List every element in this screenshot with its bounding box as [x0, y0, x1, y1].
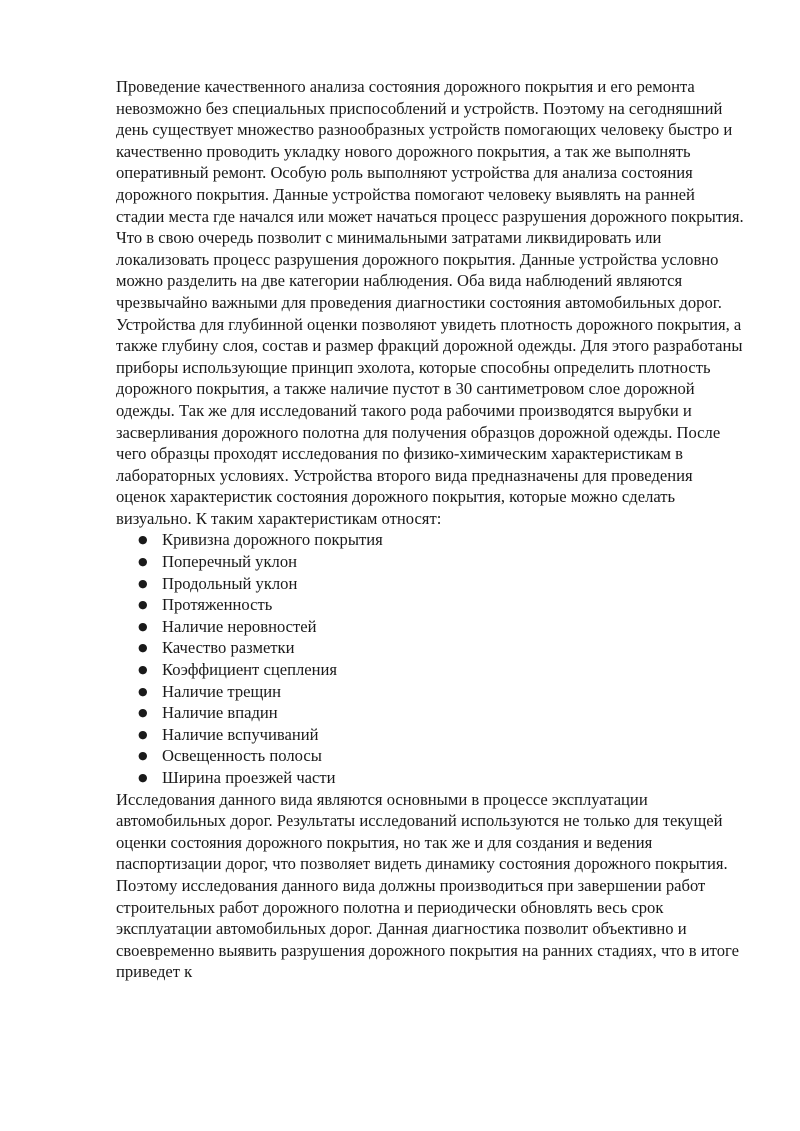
- list-item-text: Наличие неровностей: [162, 616, 317, 636]
- characteristics-list: [116, 529, 746, 788]
- paragraph-intro: Проведение качественного анализа состояния дорожного покрытия и его ремонта невозможно без специальных приспособлений и устройств. Поэтому на сегодняшний день существует множество разнообразных устройств помогающих человеку быстро и качественно проводить укладку нового дорожного покрытия, а так же выполнять оперативный ремонт. Особую роль выполняют устройства для анализа состояния дорожного покрытия. Данные устройства помогают человеку выявлять на ранней стадии места где начался или может начаться процесс разрушения дорожного покрытия. Что в свою очередь позволит с минимальными затратами ликвидировать или локализовать процесс разрушения дорожного покрытия. Данные устройства условно можно разделить на две категории наблюдения. Оба вида наблюдений являются чрезвычайно важными для проведения диагностики состояния автомобильных дорог. Устройства для глубинной оценки позволяют увидеть плотность дорожного покрытия, а также глубину слоя, состав и размер фракций дорожной одежды. Для этого разработаны приборы использующие принцип эхолота, которые способны определить плотность дорожного покрытия, а также наличие пустот в 30 сантиметровом слое дорожной одежды. Так же для исследований такого рода рабочими производятся вырубки и засверливания дорожного полотна для получения образцов дорожной одежды. После чего образцы проходят исследования по физико-химическим характеристикам в лабораторных условиях. Устройства второго вида предназначены для проведения оценок характеристик состояния дорожного покрытия, которые можно сделать визуально. К таким характеристикам относят:: [116, 77, 744, 528]
- list-item-text: Наличие вспучиваний: [162, 724, 319, 744]
- bullet-icon: ●: [138, 684, 148, 698]
- list-item: [138, 745, 746, 767]
- list-item-text: Наличие впадин: [162, 703, 278, 723]
- list-item: [138, 551, 746, 573]
- bullet-icon: ●: [138, 706, 148, 720]
- list-item-text: Кривизна дорожного покрытия: [162, 530, 383, 550]
- list-item: [138, 767, 746, 789]
- list-item-text: Продольный уклон: [162, 573, 298, 593]
- paragraph-conclusion: Исследования данного вида являются основными в процессе эксплуатации автомобильных дорог. Результаты исследований используются не только для текущей оценки состояния дорожного покрытия, но так же и для создания и ведения паспортизации дорог, что позволяет видеть динамику состояния дорожного покрытия. Поэтому исследования данного вида должны производиться при завершении работ строительных работ дорожного полотна и периодически обновлять весь срок эксплуатации автомобильных дорог. Данная диагностика позволит объективно и своевременно выявить разрушения дорожного покрытия на ранних стадиях, что в итоге приведет к: [116, 789, 739, 982]
- list-item-text: Поперечный уклон: [162, 552, 297, 572]
- bullet-icon: ●: [138, 749, 148, 763]
- list-item: [138, 573, 746, 595]
- bullet-icon: ●: [138, 771, 148, 784]
- bullet-icon: ●: [138, 663, 148, 677]
- list-item: [138, 594, 746, 616]
- bullet-icon: ●: [138, 533, 148, 547]
- list-item: [138, 724, 746, 746]
- list-item: [138, 616, 746, 638]
- list-item-text: Ширина проезжей части: [162, 768, 336, 787]
- list-item-text: Наличие трещин: [162, 681, 282, 701]
- list-item: [138, 637, 746, 659]
- bullet-icon: ●: [138, 727, 148, 741]
- list-item-text: Освещенность полосы: [162, 746, 322, 766]
- bullet-icon: ●: [138, 555, 148, 569]
- list-item-text: Качество разметки: [162, 638, 295, 658]
- list-item: [138, 702, 746, 724]
- list-item-text: Протяженность: [162, 595, 273, 615]
- bullet-icon: ●: [138, 598, 148, 612]
- list-item: [138, 681, 746, 703]
- bullet-icon: ●: [138, 641, 148, 655]
- bullet-icon: ●: [138, 576, 148, 590]
- document-page: [116, 76, 746, 983]
- list-item-text: Коэффициент сцепления: [162, 660, 337, 680]
- list-item: [138, 529, 746, 551]
- list-item: [138, 659, 746, 681]
- bullet-icon: ●: [138, 619, 148, 633]
